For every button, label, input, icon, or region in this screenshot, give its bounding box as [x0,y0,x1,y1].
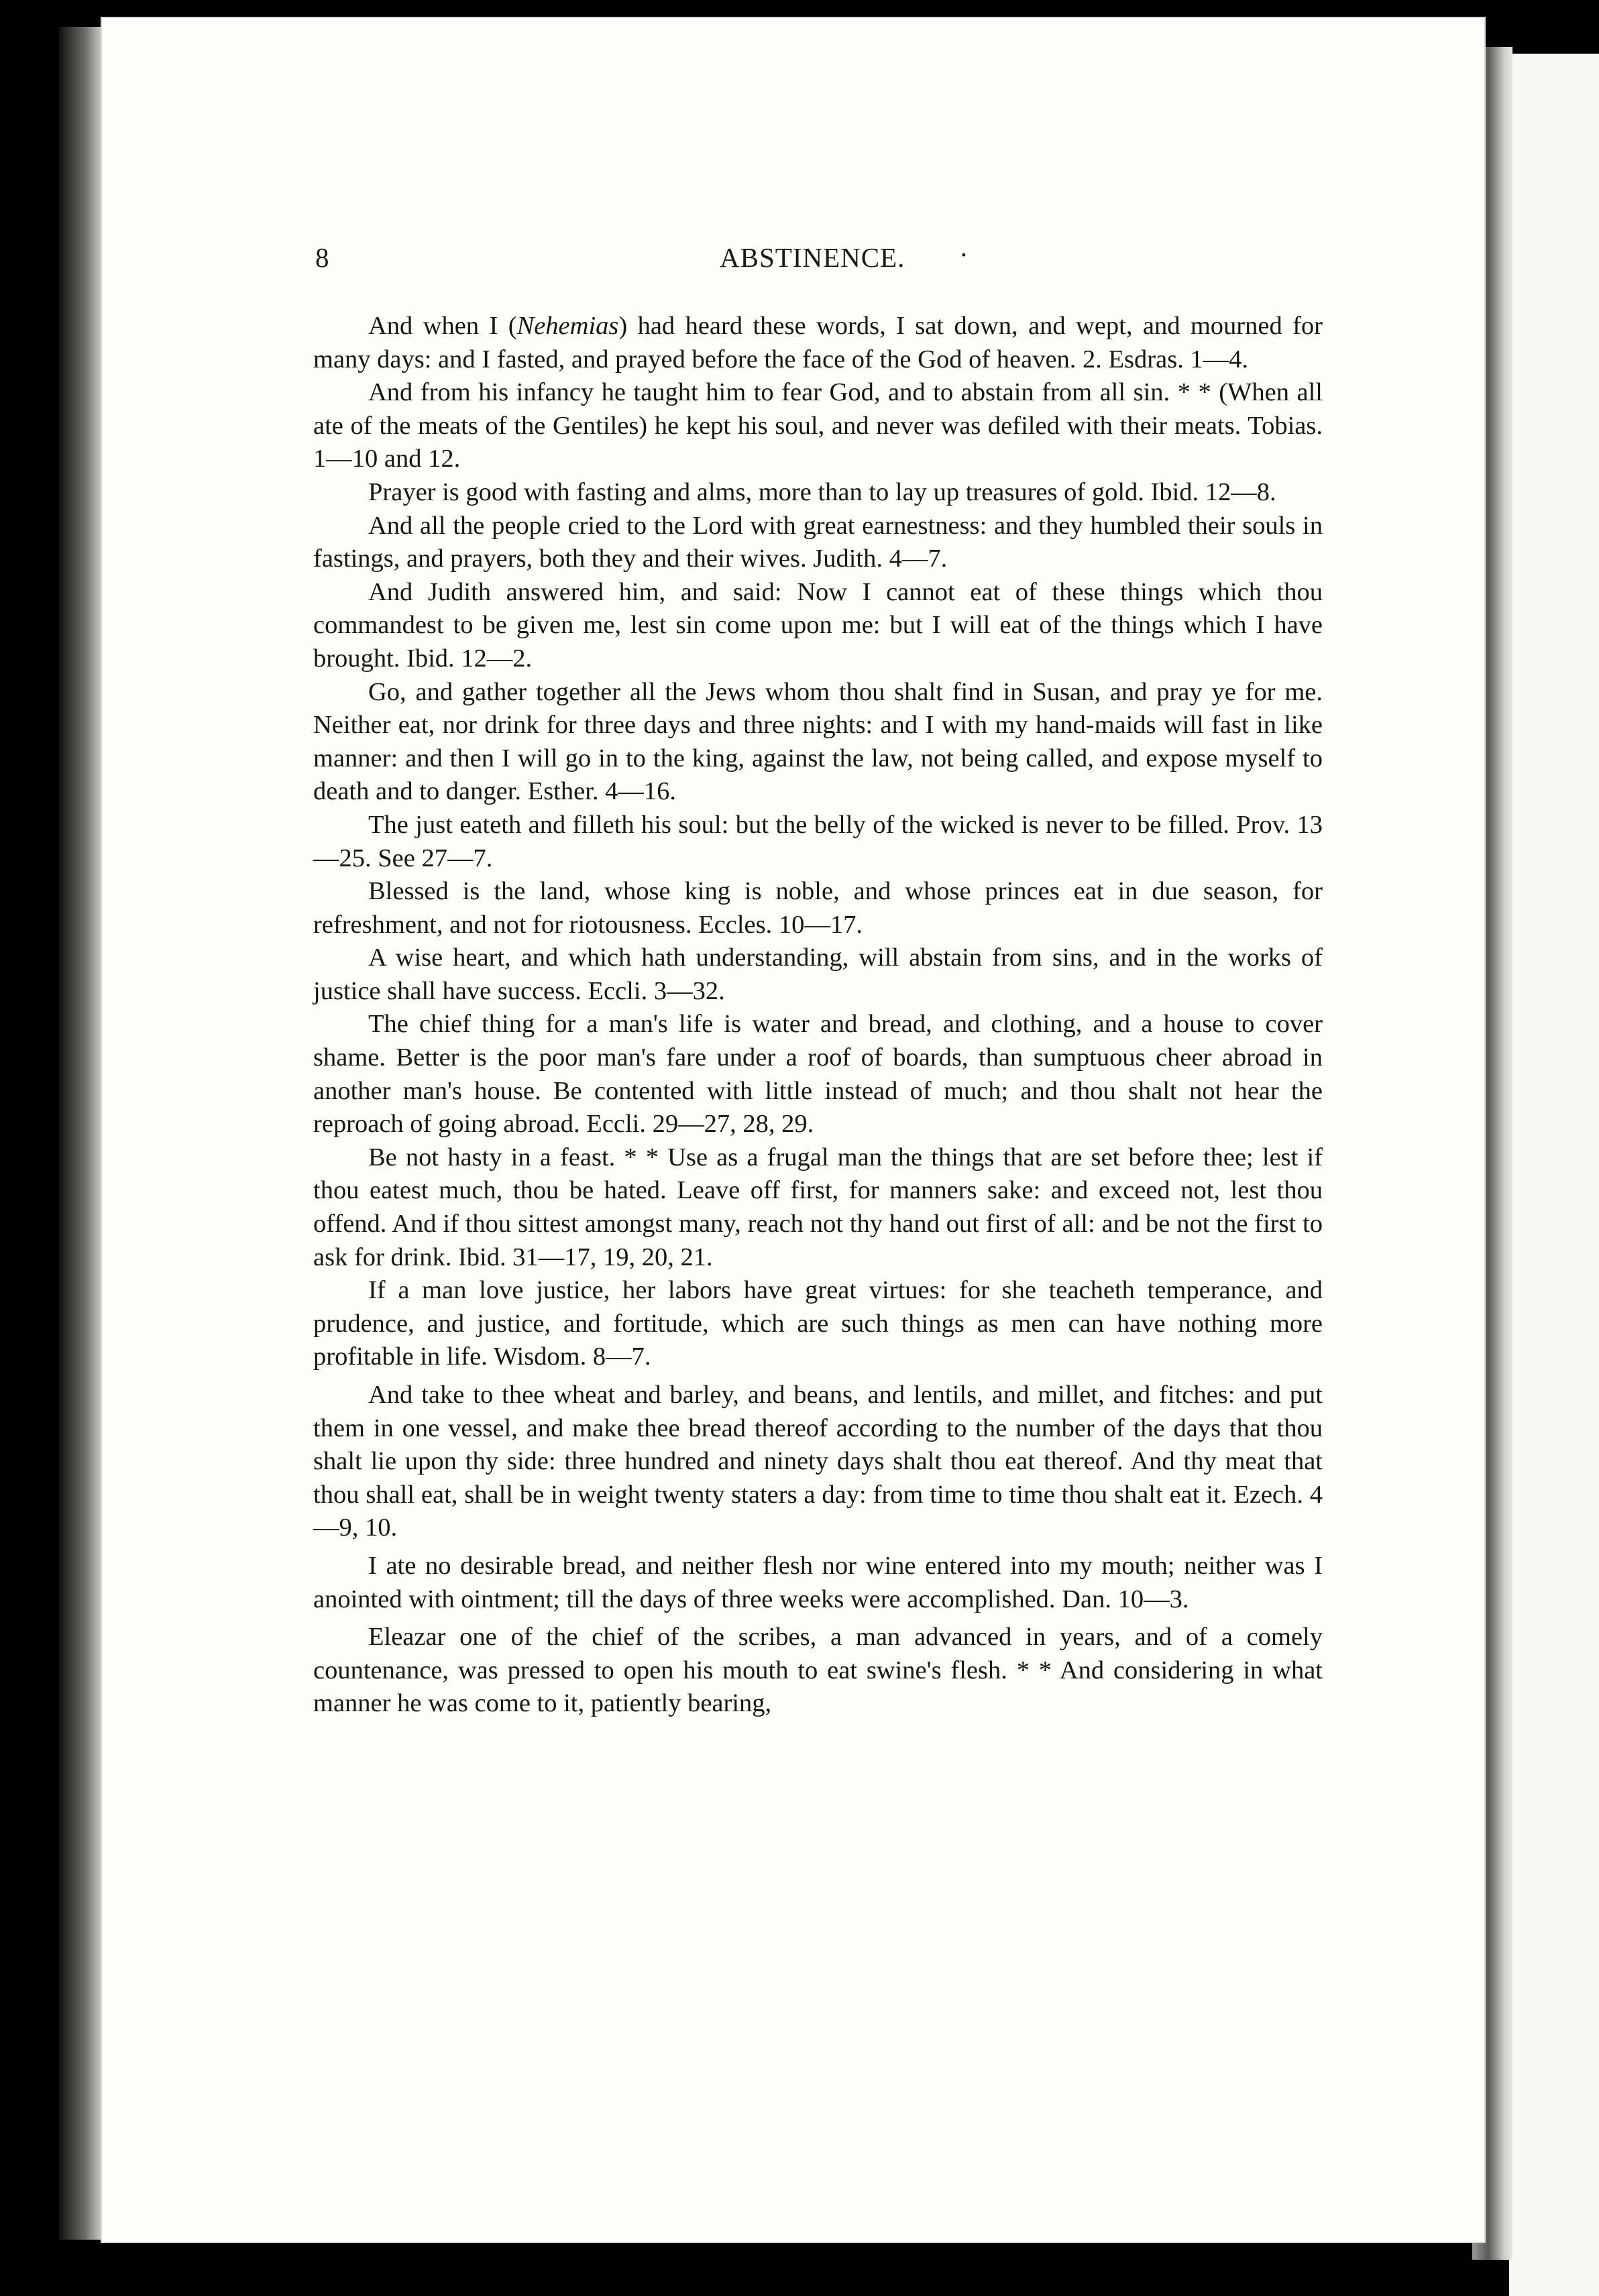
paragraph: And from his infancy he taught him to fear God, and to abstain from all sin. * * (When all ate of the meats of the Gentiles) he kept his soul, and never was defiled with their meats. Tobias. 1—10 and 12. [313,378,1323,473]
italic-name: Nehemias [516,312,619,340]
paragraph: The chief thing for a man's life is water and bread, and clothing, and a house to cover shame. Better is the poor man's fare under a roof of boards, than sumptuous cheer abroad in another man's house. Be contented with little instead of much; and thou shalt not hear the reproach of going abroad. Eccli. 29—27, 28, 29. [313,1010,1323,1139]
page-number: 8 [315,242,329,273]
paragraph: I ate no desirable bread, and neither flesh nor wine entered into my mouth; neither was I anointed with ointment; till the days of three weeks were accomplished. Dan. 10—3. [313,1551,1323,1613]
body-text [313,310,1323,1721]
paragraph: And Judith answered him, and said: Now I cannot eat of these things which thou commandest to be given me, lest sin come upon me: but I will eat of the things which I have brought. Ibid. 12—2. [313,577,1323,673]
paragraph [313,310,1323,376]
paragraph: The just eateth and filleth his soul: but the belly of the wicked is never to be filled. Prov. 13—25. See 27—7. [313,810,1323,872]
paragraph: And all the people cried to the Lord with great earnestness: and they humbled their souls in fastings, and prayers, both they and their wives. Judith. 4—7. [313,511,1323,573]
paragraph: Eleazar one of the chief of the scribes, a man advanced in years, and of a comely countenance, was pressed to open his mouth to eat swine's flesh. * * And considering in what manner he was come to it, patiently bearing, [313,1623,1323,1718]
running-head-title: ABSTINENCE. [720,242,905,273]
paragraph: Prayer is good with fasting and alms, more than to lay up treasures of gold. Ibid. 12—8. [368,477,1276,506]
paragraph-text: And when I ( [368,312,517,340]
paragraph: If a man love justice, her labors have great virtues: for she teacheth temperance, and prudence, and justice, and fortitude, which are such things as men can have nothing more profitable in life. Wisdom. 8—7. [313,1276,1323,1371]
paragraph: Be not hasty in a feast. * * Use as a frugal man the things that are set before thee; lest if thou eatest much, thou be hated. Leave off first, for manners sake: and exceed not, lest thou offend. And if thou sittest amongst many, reach not thy hand out first of all: and be not the first to ask for drink. Ibid. 31—17, 19, 20, 21. [313,1143,1323,1271]
paragraph-text: ) had heard these words, I sat down, and wept, and mourned for many days: and I fasted, and prayed before the face of the God of heaven. 2. Esdras. 1—4. [313,312,1323,374]
paragraph: A wise heart, and which hath understanding, will abstain from sins, and in the works of justice shall have success. Eccli. 3—32. [313,943,1323,1005]
paragraph: And take to thee wheat and barley, and beans, and lentils, and millet, and fitches: and put them in one vessel, and make thee bread thereof according to the number of the days that thou shalt lie upon thy side: three hundred and ninety days shalt thou eat thereof. And thy meat that thou shall eat, shall be in weight twenty staters a day: from time to time thou shalt eat it. Ezech. 4—9, 10. [313,1381,1323,1542]
header-dot: · [959,239,969,270]
adjacent-page-edge [1509,54,1599,2296]
paragraph: Blessed is the land, whose king is noble, and whose princes eat in due season, for refreshment, and not for riotousness. Eccles. 10—17. [313,877,1323,939]
page-header [315,241,1321,282]
paragraph: Go, and gather together all the Jews whom thou shalt find in Susan, and pray ye for me. Neither eat, nor drink for three days and three nights: and I with my hand-maids will fast in like manner: and then I will go in to the king, against the law, not being called, and expose myself to death and to danger. Esther. 4—16. [313,677,1323,806]
book-spine-shadow [59,27,106,2240]
